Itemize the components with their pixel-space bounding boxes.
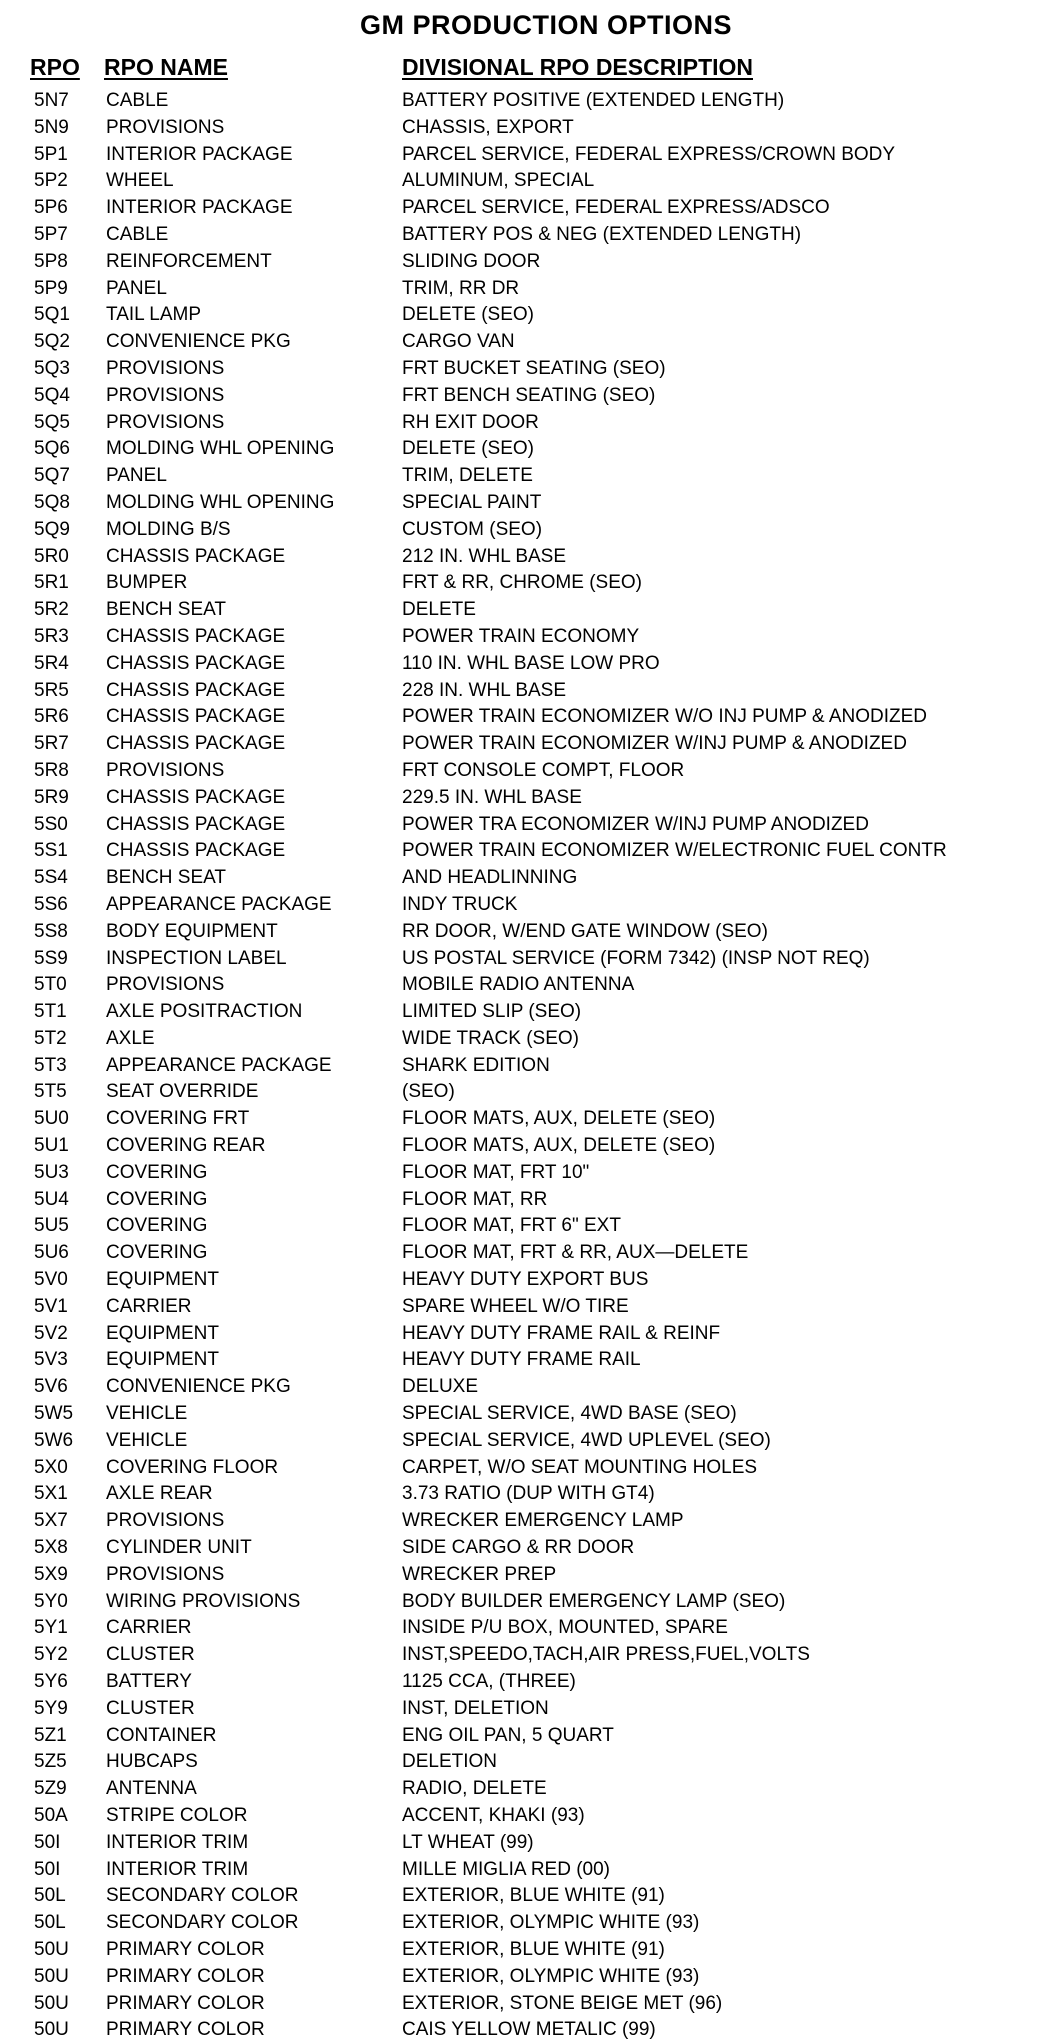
rpo-name: MOLDING B/S xyxy=(106,518,231,540)
rpo-code: 5Q8 xyxy=(34,491,70,513)
rpo-name: CONTAINER xyxy=(106,1724,217,1746)
rpo-name: CABLE xyxy=(106,223,169,245)
rpo-name: COVERING xyxy=(106,1161,208,1183)
header-rpo-name: RPO NAME xyxy=(104,54,228,80)
rpo-description: SPECIAL SERVICE, 4WD UPLEVEL (SEO) xyxy=(402,1429,771,1451)
table-row xyxy=(0,88,1056,115)
rpo-code: 5Q4 xyxy=(34,384,70,406)
rpo-description: HEAVY DUTY FRAME RAIL & REINF xyxy=(402,1322,721,1344)
rpo-name: PROVISIONS xyxy=(106,1563,225,1585)
header-rpo: RPO xyxy=(30,54,80,80)
rpo-name: CHASSIS PACKAGE xyxy=(106,786,286,808)
rpo-code: 5X8 xyxy=(34,1537,68,1559)
table-row xyxy=(0,276,1056,303)
rpo-code: 5V6 xyxy=(34,1376,68,1398)
table-row xyxy=(0,222,1056,249)
rpo-code: 5U6 xyxy=(34,1242,69,1264)
rpo-description: WRECKER PREP xyxy=(402,1563,557,1585)
table-row xyxy=(0,1347,1056,1374)
rpo-code: 5R0 xyxy=(34,545,69,567)
rpo-description: CHASSIS, EXPORT xyxy=(402,116,574,138)
table-row xyxy=(0,1723,1056,1750)
table-row xyxy=(0,383,1056,410)
rpo-code: 5R5 xyxy=(34,679,69,701)
table-row xyxy=(0,1615,1056,1642)
rpo-name: VEHICLE xyxy=(106,1429,188,1451)
rpo-code: 5P7 xyxy=(34,223,68,245)
rpo-code: 5U4 xyxy=(34,1188,69,1210)
table-row xyxy=(0,1696,1056,1723)
rpo-name: EQUIPMENT xyxy=(106,1322,219,1344)
rpo-name: AXLE POSITRACTION xyxy=(106,1001,303,1023)
rpo-code: 50U xyxy=(34,2019,69,2041)
rpo-name: AXLE xyxy=(106,1027,155,1049)
rpo-name: INTERIOR TRIM xyxy=(106,1831,249,1853)
rpo-name: CONVENIENCE PKG xyxy=(106,1376,291,1398)
table-row xyxy=(0,1294,1056,1321)
rpo-name: COVERING FRT xyxy=(106,1108,250,1130)
rpo-description: SPECIAL SERVICE, 4WD BASE (SEO) xyxy=(402,1403,737,1425)
table-row xyxy=(0,1213,1056,1240)
rpo-code: 5U1 xyxy=(34,1135,69,1157)
rpo-name: PROVISIONS xyxy=(106,357,225,379)
rpo-name: ANTENNA xyxy=(106,1778,197,1800)
rpo-description: HEAVY DUTY EXPORT BUS xyxy=(402,1269,649,1291)
table-row xyxy=(0,517,1056,544)
table-row xyxy=(0,1401,1056,1428)
rpo-description: PARCEL SERVICE, FEDERAL EXPRESS/CROWN BODY xyxy=(402,143,896,165)
rpo-name: TAIL LAMP xyxy=(106,304,202,326)
rpo-description: EXTERIOR, OLYMPIC WHITE (93) xyxy=(402,1965,700,1987)
rpo-name: PANEL xyxy=(106,465,167,487)
rpo-name: PROVISIONS xyxy=(106,759,225,781)
rpo-description: LT WHEAT (99) xyxy=(402,1831,534,1853)
table-row xyxy=(0,1079,1056,1106)
table-row xyxy=(0,1964,1056,1991)
rpo-name: PROVISIONS xyxy=(106,116,225,138)
rpo-code: 50U xyxy=(34,1965,69,1987)
rpo-description: TRIM, RR DR xyxy=(402,277,520,299)
rpo-description: DELETE (SEO) xyxy=(402,304,534,326)
rpo-name: AXLE REAR xyxy=(106,1483,213,1505)
rpo-description: US POSTAL SERVICE (FORM 7342) (INSP NOT REQ) xyxy=(402,947,870,969)
rpo-code: 5P8 xyxy=(34,250,68,272)
rpo-description: 3.73 RATIO (DUP WITH GT4) xyxy=(402,1483,655,1505)
rpo-description: SLIDING DOOR xyxy=(402,250,541,272)
rpo-description: CUSTOM (SEO) xyxy=(402,518,543,540)
rpo-code: 5S9 xyxy=(34,947,68,969)
rpo-code: 5N7 xyxy=(34,90,69,111)
rpo-code: 5T2 xyxy=(34,1027,67,1049)
rpo-code: 5X1 xyxy=(34,1483,68,1505)
table-row xyxy=(0,1240,1056,1267)
rpo-description: SHARK EDITION xyxy=(402,1054,550,1076)
rpo-name: APPEARANCE PACKAGE xyxy=(106,893,332,915)
rpo-code: 5T0 xyxy=(34,974,67,996)
rpo-name: BODY EQUIPMENT xyxy=(106,920,278,942)
rpo-description: TRIM, DELETE xyxy=(402,465,533,487)
rpo-code: 5S6 xyxy=(34,893,68,915)
rpo-description: 228 IN. WHL BASE xyxy=(402,679,567,701)
rpo-code: 5R4 xyxy=(34,652,69,674)
rpo-code: 50U xyxy=(34,1938,69,1960)
rpo-code: 5W5 xyxy=(34,1403,74,1425)
rpo-name: MOLDING WHL OPENING xyxy=(106,491,335,513)
options-table xyxy=(0,88,1056,2044)
table-row xyxy=(0,1267,1056,1294)
table-row xyxy=(0,329,1056,356)
rpo-description: BATTERY POSITIVE (EXTENDED LENGTH) xyxy=(402,90,785,111)
table-row xyxy=(0,785,1056,812)
rpo-description: INST,SPEEDO,TACH,AIR PRESS,FUEL,VOLTS xyxy=(402,1644,810,1666)
rpo-description: FLOOR MAT, RR xyxy=(402,1188,548,1210)
rpo-description: 1125 CCA, (THREE) xyxy=(402,1671,576,1693)
rpo-code: 5R2 xyxy=(34,599,69,621)
rpo-name: STRIPE COLOR xyxy=(106,1805,248,1826)
rpo-description: FRT & RR, CHROME (SEO) xyxy=(402,572,642,594)
rpo-description: SPARE WHEEL W/O TIRE xyxy=(402,1295,629,1317)
rpo-code: 5V1 xyxy=(34,1295,68,1317)
rpo-description: EXTERIOR, BLUE WHITE (91) xyxy=(402,1885,665,1907)
rpo-code: 5Q2 xyxy=(34,331,70,353)
table-row xyxy=(0,115,1056,142)
rpo-name: CLUSTER xyxy=(106,1697,195,1719)
table-row xyxy=(0,1481,1056,1508)
rpo-name: CHASSIS PACKAGE xyxy=(106,706,286,728)
rpo-name: SECONDARY COLOR xyxy=(106,1912,299,1934)
table-row xyxy=(0,410,1056,437)
rpo-name: COVERING REAR xyxy=(106,1135,266,1157)
rpo-code: 5Q1 xyxy=(34,304,70,326)
table-row xyxy=(0,1749,1056,1776)
table-row xyxy=(0,2017,1056,2044)
rpo-name: EQUIPMENT xyxy=(106,1269,219,1291)
table-row xyxy=(0,1857,1056,1884)
rpo-name: CARRIER xyxy=(106,1295,192,1317)
table-row xyxy=(0,1133,1056,1160)
rpo-name: CHASSIS PACKAGE xyxy=(106,733,286,755)
rpo-name: CYLINDER UNIT xyxy=(106,1537,252,1559)
rpo-code: 5S8 xyxy=(34,920,68,942)
rpo-code: 5P6 xyxy=(34,197,68,219)
rpo-name: PROVISIONS xyxy=(106,1510,225,1532)
rpo-description: SIDE CARGO & RR DOOR xyxy=(402,1537,635,1559)
rpo-code: 50L xyxy=(34,1885,66,1907)
rpo-name: BENCH SEAT xyxy=(106,599,227,621)
rpo-description: LIMITED SLIP (SEO) xyxy=(402,1001,582,1023)
rpo-code: 5P9 xyxy=(34,277,68,299)
rpo-code: 5R7 xyxy=(34,733,69,755)
table-row xyxy=(0,436,1056,463)
rpo-description: POWER TRAIN ECONOMY xyxy=(402,625,640,647)
rpo-name: PRIMARY COLOR xyxy=(106,1965,265,1987)
rpo-code: 5T5 xyxy=(34,1081,67,1103)
rpo-description: POWER TRAIN ECONOMIZER W/O INJ PUMP & ANODIZED xyxy=(402,706,928,728)
rpo-description: POWER TRAIN ECONOMIZER W/INJ PUMP & ANODIZED xyxy=(402,733,907,755)
rpo-code: 5R9 xyxy=(34,786,69,808)
table-row xyxy=(0,999,1056,1026)
rpo-name: HUBCAPS xyxy=(106,1751,198,1773)
table-row xyxy=(0,892,1056,919)
table-row xyxy=(0,1455,1056,1482)
header-description: DIVISIONAL RPO DESCRIPTION xyxy=(402,54,754,80)
table-row xyxy=(0,302,1056,329)
rpo-code: 5V3 xyxy=(34,1349,68,1371)
rpo-code: 5S4 xyxy=(34,867,68,889)
page-title: GM PRODUCTION OPTIONS xyxy=(360,10,733,40)
rpo-name: CABLE xyxy=(106,90,169,111)
rpo-code: 5Z1 xyxy=(34,1724,67,1746)
rpo-description: INST, DELETION xyxy=(402,1697,549,1719)
table-row xyxy=(0,1535,1056,1562)
table-row xyxy=(0,1428,1056,1455)
rpo-code: 5V0 xyxy=(34,1269,68,1291)
rpo-code: 5Q5 xyxy=(34,411,70,433)
table-row xyxy=(0,1106,1056,1133)
rpo-description: DELETION xyxy=(402,1751,498,1773)
rpo-name: CHASSIS PACKAGE xyxy=(106,545,286,567)
rpo-name: COVERING FLOOR xyxy=(106,1456,279,1478)
rpo-code: 5V2 xyxy=(34,1322,68,1344)
rpo-description: BODY BUILDER EMERGENCY LAMP (SEO) xyxy=(402,1590,786,1612)
table-row xyxy=(0,1991,1056,2018)
table-row xyxy=(0,919,1056,946)
rpo-description: FLOOR MAT, FRT 6" EXT xyxy=(402,1215,621,1237)
table-row xyxy=(0,1830,1056,1857)
rpo-code: 5T3 xyxy=(34,1054,67,1076)
rpo-code: 5R3 xyxy=(34,625,69,647)
table-row xyxy=(0,972,1056,999)
rpo-name: PRIMARY COLOR xyxy=(106,1992,265,2014)
rpo-code: 5S0 xyxy=(34,813,68,835)
rpo-code: 50U xyxy=(34,1992,69,2014)
table-row xyxy=(0,758,1056,785)
rpo-code: 5Y2 xyxy=(34,1644,68,1666)
rpo-code: 5Y9 xyxy=(34,1697,68,1719)
rpo-name: COVERING xyxy=(106,1188,208,1210)
rpo-description: FRT CONSOLE COMPT, FLOOR xyxy=(402,759,685,781)
rpo-description: DELUXE xyxy=(402,1376,479,1398)
rpo-description: 212 IN. WHL BASE xyxy=(402,545,567,567)
table-row xyxy=(0,1508,1056,1535)
rpo-name: COVERING xyxy=(106,1215,208,1237)
table-row xyxy=(0,1321,1056,1348)
rpo-name: WHEEL xyxy=(106,170,174,192)
rpo-name: BATTERY xyxy=(106,1671,192,1693)
rpo-code: 5X9 xyxy=(34,1563,68,1585)
rpo-code: 5Q3 xyxy=(34,357,70,379)
rpo-description: RR DOOR, W/END GATE WINDOW (SEO) xyxy=(402,920,768,942)
table-row xyxy=(0,1160,1056,1187)
rpo-name: APPEARANCE PACKAGE xyxy=(106,1054,332,1076)
rpo-description: ENG OIL PAN, 5 QUART xyxy=(402,1724,614,1746)
rpo-code: 5R6 xyxy=(34,706,69,728)
rpo-description: BATTERY POS & NEG (EXTENDED LENGTH) xyxy=(402,223,802,245)
rpo-code: 5Y0 xyxy=(34,1590,68,1612)
table-row xyxy=(0,490,1056,517)
rpo-name: INTERIOR PACKAGE xyxy=(106,143,293,165)
rpo-code: 5Q7 xyxy=(34,465,70,487)
rpo-code: 5Q9 xyxy=(34,518,70,540)
rpo-name: PRIMARY COLOR xyxy=(106,1938,265,1960)
table-row xyxy=(0,1669,1056,1696)
table-row xyxy=(0,463,1056,490)
table-row xyxy=(0,356,1056,383)
rpo-code: 5S1 xyxy=(34,840,68,862)
rpo-name: INSPECTION LABEL xyxy=(106,947,287,969)
rpo-code: 5X7 xyxy=(34,1510,68,1532)
rpo-code: 5T1 xyxy=(34,1001,67,1023)
rpo-name: PRIMARY COLOR xyxy=(106,2019,265,2041)
rpo-description: ALUMINUM, SPECIAL xyxy=(402,170,595,192)
rpo-code: 50L xyxy=(34,1912,66,1934)
rpo-name: CHASSIS PACKAGE xyxy=(106,840,286,862)
rpo-name: REINFORCEMENT xyxy=(106,250,272,272)
rpo-name: CARRIER xyxy=(106,1617,192,1639)
rpo-code: 5Y6 xyxy=(34,1671,68,1693)
rpo-code: 5R1 xyxy=(34,572,69,594)
table-row xyxy=(0,597,1056,624)
table-row xyxy=(0,704,1056,731)
rpo-code: 5N9 xyxy=(34,116,69,138)
rpo-name: CHASSIS PACKAGE xyxy=(106,813,286,835)
rpo-description: EXTERIOR, OLYMPIC WHITE (93) xyxy=(402,1912,700,1934)
table-row xyxy=(0,249,1056,276)
rpo-code: 5Z5 xyxy=(34,1751,67,1773)
rpo-description: FLOOR MATS, AUX, DELETE (SEO) xyxy=(402,1135,716,1157)
rpo-description: CARPET, W/O SEAT MOUNTING HOLES xyxy=(402,1456,758,1478)
table-row xyxy=(0,1187,1056,1214)
rpo-name: CHASSIS PACKAGE xyxy=(106,652,286,674)
rpo-code: 5P2 xyxy=(34,170,68,192)
table-row xyxy=(0,1589,1056,1616)
rpo-code: 5P1 xyxy=(34,143,68,165)
rpo-code: 5Y1 xyxy=(34,1617,68,1639)
rpo-description: RADIO, DELETE xyxy=(402,1778,547,1800)
rpo-description: POWER TRAIN ECONOMIZER W/ELECTRONIC FUEL CONTR xyxy=(402,840,947,862)
rpo-description: FLOOR MAT, FRT & RR, AUX—DELETE xyxy=(402,1242,749,1264)
rpo-description: RH EXIT DOOR xyxy=(402,411,539,433)
rpo-description: CARGO VAN xyxy=(402,331,515,353)
rpo-name: PROVISIONS xyxy=(106,411,225,433)
table-row xyxy=(0,731,1056,758)
rpo-name: COVERING xyxy=(106,1242,208,1264)
rpo-name: PROVISIONS xyxy=(106,384,225,406)
rpo-name: BUMPER xyxy=(106,572,188,594)
table-row xyxy=(0,570,1056,597)
rpo-name: SECONDARY COLOR xyxy=(106,1885,299,1907)
rpo-description: FLOOR MAT, FRT 10" xyxy=(402,1161,590,1183)
rpo-code: 5X0 xyxy=(34,1456,68,1478)
rpo-description: HEAVY DUTY FRAME RAIL xyxy=(402,1349,641,1371)
rpo-description: POWER TRA ECONOMIZER W/INJ PUMP ANODIZED xyxy=(402,813,869,835)
rpo-code: 5R8 xyxy=(34,759,69,781)
rpo-description: 229.5 IN. WHL BASE xyxy=(402,786,582,808)
rpo-description: WIDE TRACK (SEO) xyxy=(402,1027,579,1049)
rpo-description: (SEO) xyxy=(402,1081,455,1103)
table-row xyxy=(0,946,1056,973)
rpo-code: 50I xyxy=(34,1831,61,1853)
table-row xyxy=(0,1642,1056,1669)
rpo-code: 5U5 xyxy=(34,1215,69,1237)
table-row xyxy=(0,865,1056,892)
table-header xyxy=(0,54,1056,88)
rpo-description: WRECKER EMERGENCY LAMP xyxy=(402,1510,684,1532)
rpo-name: INTERIOR TRIM xyxy=(106,1858,249,1880)
table-row xyxy=(0,168,1056,195)
table-row xyxy=(0,624,1056,651)
table-row xyxy=(0,544,1056,571)
rpo-description: PARCEL SERVICE, FEDERAL EXPRESS/ADSCO xyxy=(402,197,830,219)
rpo-description: EXTERIOR, STONE BEIGE MET (96) xyxy=(402,1992,723,2014)
table-row xyxy=(0,678,1056,705)
rpo-name: VEHICLE xyxy=(106,1403,188,1425)
rpo-description: ACCENT, KHAKI (93) xyxy=(402,1805,585,1826)
rpo-name: SEAT OVERRIDE xyxy=(106,1081,259,1103)
rpo-description: INDY TRUCK xyxy=(402,893,518,915)
rpo-code: 50I xyxy=(34,1858,61,1880)
rpo-name: MOLDING WHL OPENING xyxy=(106,438,335,460)
rpo-name: CHASSIS PACKAGE xyxy=(106,679,286,701)
rpo-description: EXTERIOR, BLUE WHITE (91) xyxy=(402,1938,665,1960)
table-row xyxy=(0,1883,1056,1910)
table-row xyxy=(0,195,1056,222)
rpo-description: DELETE xyxy=(402,599,476,621)
table-row xyxy=(0,1776,1056,1803)
rpo-description: MOBILE RADIO ANTENNA xyxy=(402,974,635,996)
rpo-description: FRT BUCKET SEATING (SEO) xyxy=(402,357,666,379)
table-row xyxy=(0,1026,1056,1053)
rpo-description: DELETE (SEO) xyxy=(402,438,534,460)
table-row xyxy=(0,812,1056,839)
table-row xyxy=(0,651,1056,678)
rpo-name: EQUIPMENT xyxy=(106,1349,219,1371)
rpo-code: 50A xyxy=(34,1805,68,1826)
rpo-name: BENCH SEAT xyxy=(106,867,227,889)
rpo-code: 5Z9 xyxy=(34,1778,67,1800)
rpo-description: INSIDE P/U BOX, MOUNTED, SPARE xyxy=(402,1617,728,1639)
rpo-description: FRT BENCH SEATING (SEO) xyxy=(402,384,656,406)
rpo-description: AND HEADLINNING xyxy=(402,867,578,889)
table-row xyxy=(0,1910,1056,1937)
table-row xyxy=(0,1562,1056,1589)
table-row xyxy=(0,1053,1056,1080)
rpo-description: SPECIAL PAINT xyxy=(402,491,542,513)
rpo-name: CHASSIS PACKAGE xyxy=(106,625,286,647)
table-row xyxy=(0,1937,1056,1964)
table-row xyxy=(0,1374,1056,1401)
rpo-name: PROVISIONS xyxy=(106,974,225,996)
table-row xyxy=(0,838,1056,865)
rpo-name: CLUSTER xyxy=(106,1644,195,1666)
table-row xyxy=(0,142,1056,169)
rpo-code: 5U3 xyxy=(34,1161,69,1183)
table-row xyxy=(0,1803,1056,1830)
rpo-code: 5Q6 xyxy=(34,438,70,460)
rpo-code: 5U0 xyxy=(34,1108,69,1130)
rpo-name: WIRING PROVISIONS xyxy=(106,1590,301,1612)
rpo-name: CONVENIENCE PKG xyxy=(106,331,291,353)
rpo-name: INTERIOR PACKAGE xyxy=(106,197,293,219)
rpo-description: FLOOR MATS, AUX, DELETE (SEO) xyxy=(402,1108,716,1130)
rpo-description: CAIS YELLOW METALIC (99) xyxy=(402,2019,656,2041)
rpo-code: 5W6 xyxy=(34,1429,74,1451)
rpo-name: PANEL xyxy=(106,277,167,299)
rpo-description: 110 IN. WHL BASE LOW PRO xyxy=(402,652,660,674)
rpo-description: MILLE MIGLIA RED (00) xyxy=(402,1858,611,1880)
